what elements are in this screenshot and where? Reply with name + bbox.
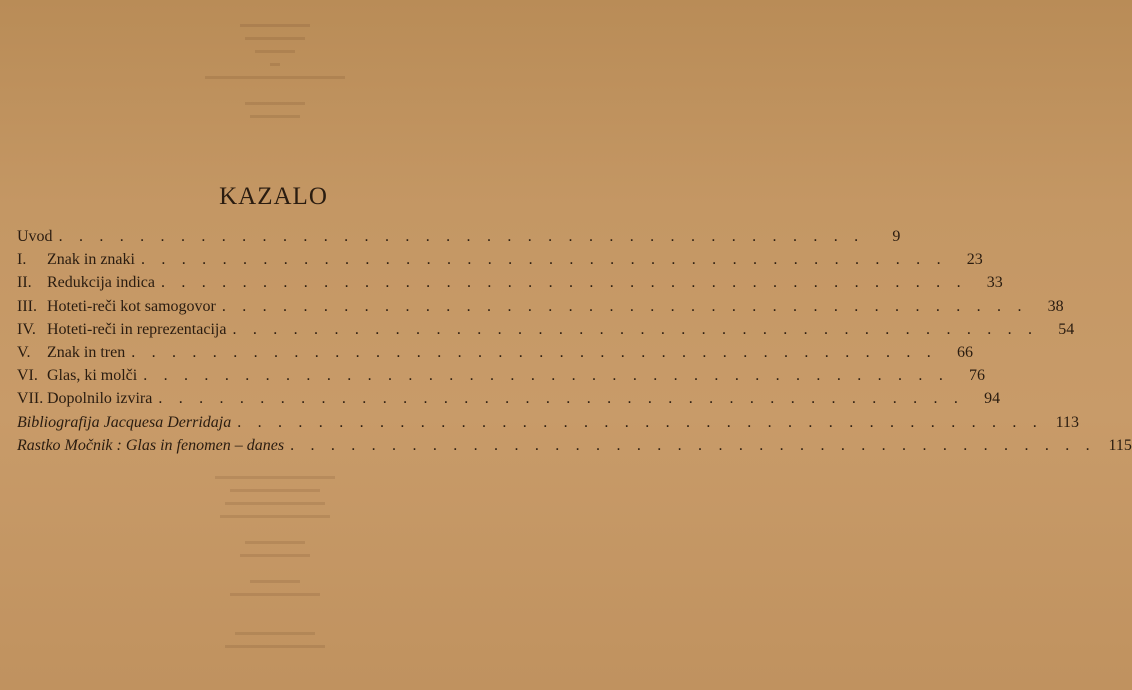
- chapter-number: I.: [17, 251, 27, 269]
- toc-entry[interactable]: [17, 248, 983, 271]
- dot-leader: . . . . . . . . . . . . . . . . . . . . . . . . . . . . . . . . . . . . . . . .: [131, 343, 938, 361]
- page-number: 94: [984, 390, 1001, 408]
- chapter-number: IV.: [17, 320, 36, 338]
- toc-title: KAZALO: [219, 183, 328, 210]
- page-number: 115: [1108, 436, 1132, 454]
- chapter-title: Uvod: [17, 228, 53, 245]
- toc-entry[interactable]: [17, 295, 1064, 318]
- bleed-through-text-top: ▬▬▬▬▬▬▬ ▬▬▬▬▬▬ ▬▬▬▬ ▬ ▬▬▬▬▬▬▬▬▬▬▬▬▬▬ ▬▬▬▬▬▬ ▬▬▬▬▬: [205, 19, 345, 121]
- dot-leader: . . . . . . . . . . . . . . . . . . . . . . . . . . . . . . . . . . . . . . . .: [158, 390, 965, 408]
- bleed-through-text-bottom: ▬▬▬▬▬▬▬▬▬▬▬▬ ▬▬▬▬▬▬▬▬▬ ▬▬▬▬▬▬▬▬▬▬ ▬▬▬▬▬▬▬▬▬▬▬ ▬▬▬▬▬▬ ▬▬▬▬▬▬▬ ▬▬▬▬▬ ▬▬▬▬▬▬▬▬▬ ▬▬▬▬▬▬▬▬ ▬▬▬▬▬▬▬▬▬▬: [215, 471, 335, 651]
- dot-leader: . . . . . . . . . . . . . . . . . . . . . . . . . . . . . . . . . . . . . . . .: [160, 274, 967, 292]
- chapter-number: VII.: [17, 390, 44, 408]
- page-number: 66: [957, 343, 974, 361]
- page-number: 113: [1055, 413, 1080, 431]
- dot-leader: . . . . . . . . . . . . . . . . . . . . . . . . . . . . . . . . . . . . . . . .: [140, 251, 947, 269]
- chapter-title: Znak in znaki: [47, 251, 135, 269]
- page-number: 76: [969, 367, 986, 385]
- dot-leader: . . . . . . . . . . . . . . . . . . . . . . . . . . . . . . . . . . . . . . . .: [221, 297, 1028, 315]
- toc-entry[interactable]: [17, 387, 1001, 410]
- chapter-title: Redukcija indica: [47, 274, 155, 292]
- chapter-title: Glas, ki molči: [47, 367, 138, 385]
- toc-entry[interactable]: [17, 341, 974, 364]
- chapter-title: Hoteti-reči kot samogovor: [47, 297, 216, 315]
- page-number: 38: [1047, 297, 1064, 315]
- chapter-title: Hoteti-reči in reprezentacija: [47, 320, 227, 338]
- chapter-title: Dopolnilo izvira: [47, 390, 153, 408]
- dot-leader: . . . . . . . . . . . . . . . . . . . . . . . . . . . . . . . . . . . . . . . .: [290, 436, 1096, 454]
- chapter-number: II.: [17, 274, 32, 292]
- page-number: 23: [966, 251, 983, 269]
- toc-entry[interactable]: [17, 271, 1003, 294]
- dot-leader: . . . . . . . . . . . . . . . . . . . . . . . . . . . . . . . . . . . . . . . .: [232, 320, 1039, 338]
- table-of-contents: [17, 225, 1132, 457]
- chapter-title: Rastko Močnik : Glas in fenomen – danes: [17, 436, 285, 454]
- page-number: 54: [1058, 320, 1075, 338]
- chapter-number: III.: [17, 297, 37, 315]
- toc-entry[interactable]: [17, 364, 986, 387]
- chapter-title: Znak in tren: [47, 343, 126, 361]
- chapter-title: Bibliografija Jacquesa Derridaja: [17, 413, 232, 431]
- page-number: 9: [892, 228, 901, 245]
- chapter-number: V.: [17, 343, 31, 361]
- dot-leader: . . . . . . . . . . . . . . . . . . . . . . . . . . . . . . . . . . . . . . . .: [58, 228, 865, 245]
- dot-leader: . . . . . . . . . . . . . . . . . . . . . . . . . . . . . . . . . . . . . . . .: [237, 413, 1044, 431]
- toc-entry[interactable]: [17, 225, 901, 248]
- chapter-number: VI.: [17, 367, 38, 385]
- toc-entry[interactable]: [17, 434, 1132, 457]
- dot-leader: . . . . . . . . . . . . . . . . . . . . . . . . . . . . . . . . . . . . . . . .: [143, 367, 950, 385]
- page-number: 33: [986, 274, 1003, 292]
- toc-entry[interactable]: [17, 318, 1075, 341]
- toc-entry[interactable]: [17, 411, 1080, 434]
